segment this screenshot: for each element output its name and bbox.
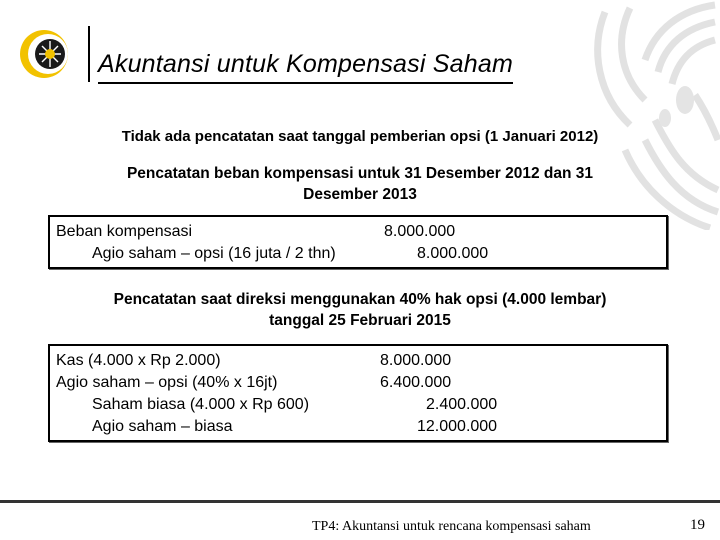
no-recording-note: Tidak ada pencatatan saat tanggal pemberian opsi (1 Januari 2012) xyxy=(121,128,599,145)
entry2-credit1-account: Saham biasa (4.000 x Rp 600) xyxy=(92,396,310,413)
entry2-debit1-amount: 8.000.000 xyxy=(380,352,452,369)
entry2-credit1-amount: 2.400.000 xyxy=(426,396,498,413)
footer-caption: TP4: Akuntansi untuk rencana kompensasi saham xyxy=(312,519,591,534)
journal-entry-1 xyxy=(48,215,668,269)
entry2-debit1-account: Kas (4.000 x Rp 2.000) xyxy=(56,352,221,369)
page-number: 19 xyxy=(690,517,705,533)
entry2-debit2-amount: 6.400.000 xyxy=(380,374,452,391)
title-accent-bar xyxy=(88,26,90,82)
university-logo-icon xyxy=(14,26,76,82)
footer-divider xyxy=(0,500,720,503)
entry1-credit-account: Agio saham – opsi (16 juta / 2 thn) xyxy=(92,245,336,262)
section2-heading-line1: Pencatatan saat direksi menggunakan 40% hak opsi (4.000 lembar) xyxy=(113,291,607,308)
section1-heading-line1: Pencatatan beban kompensasi untuk 31 Desember 2012 dan 31 xyxy=(126,165,594,182)
section1-heading-line2: Desember 2013 xyxy=(303,186,417,203)
entry2-credit2-account: Agio saham – biasa xyxy=(92,418,233,435)
entry2-credit2-amount: 12.000.000 xyxy=(417,418,498,435)
slide-title: Akuntansi untuk Kompensasi Saham xyxy=(98,50,513,84)
entry1-debit-amount: 8.000.000 xyxy=(384,223,456,240)
section2-heading-line2: tanggal 25 Februari 2015 xyxy=(269,312,451,329)
entry2-debit2-account: Agio saham – opsi (40% x 16jt) xyxy=(56,374,278,391)
entry1-credit-amount: 8.000.000 xyxy=(417,245,489,262)
entry1-debit-account: Beban kompensasi xyxy=(56,223,193,240)
journal-entry-2 xyxy=(48,344,668,442)
